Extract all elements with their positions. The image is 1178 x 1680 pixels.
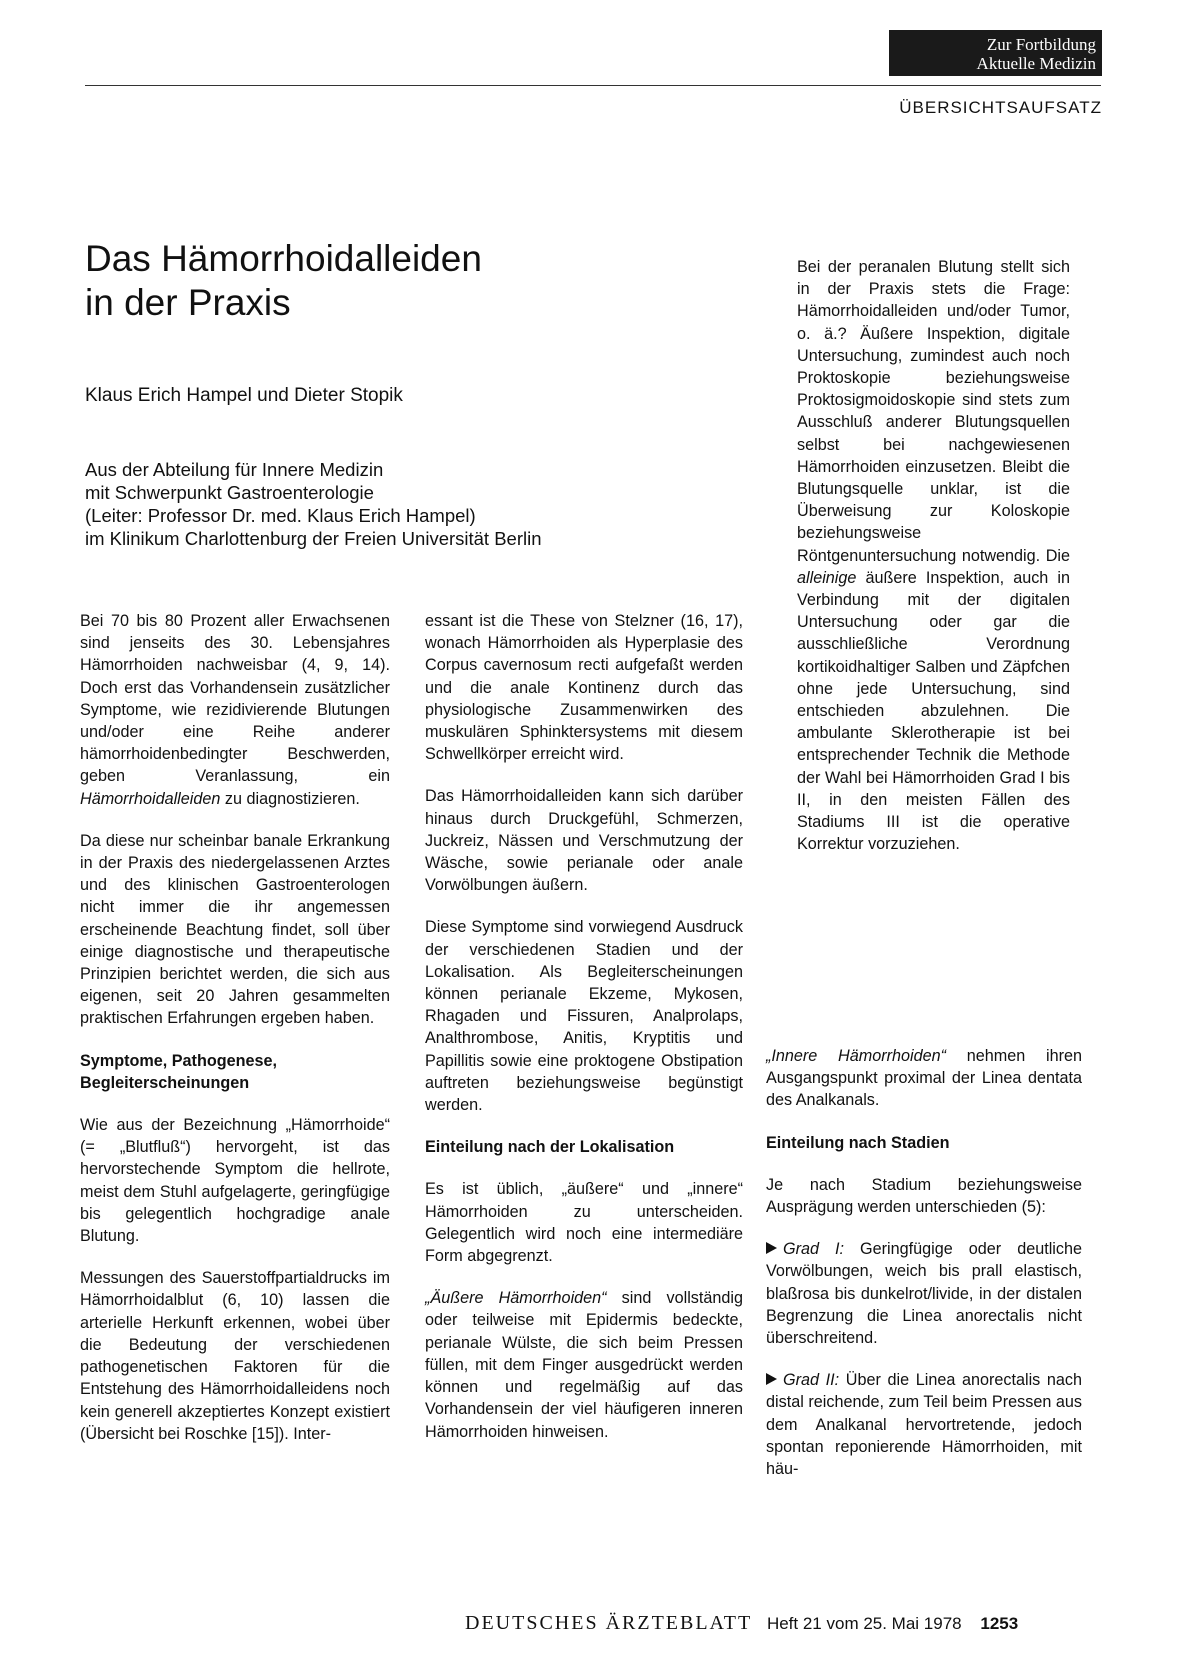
text-run: Über die Linea anorectalis nach distal reichende, zum Teil beim Pressen aus dem Analkanal hervortretende, jedoch spontan reponierende Hämorrhoiden, mit häu- [766, 1371, 1082, 1479]
page-footer [465, 1612, 1018, 1635]
affiliation-line: mit Schwerpunkt Gastroenterologie [85, 482, 374, 503]
emphasis: alleinige [797, 568, 857, 587]
column-1 [80, 610, 390, 1465]
title-line-1: Das Hämorrhoidalleiden [85, 238, 482, 279]
text-run: erreicht wird. [526, 745, 624, 764]
triangle-bullet-icon [766, 1242, 777, 1254]
column-4 [766, 1045, 1082, 1500]
title-line-2: in der Praxis [85, 282, 291, 323]
text-run: zu diagnostizieren. [220, 789, 360, 808]
section-badge [889, 30, 1102, 76]
paragraph: Es ist üblich, „äußere“ und „innere“ Hämorrhoiden zu unterscheiden. Gelegentlich wird noch eine intermediäre Form abgegrenzt. [425, 1180, 743, 1266]
emphasis: „Innere Hämorrhoiden“ [766, 1047, 946, 1065]
text-run: sind vollständig oder teilweise mit Epidermis bedeckte, perianale Wülste, die sich beim Pressen füllen, mit dem Finger ausgedrückt werden können und regelmäßig auf das Vorhandensein der viel häufigeren inneren Hämorrhoiden hinweisen. [425, 1289, 743, 1441]
column-2 [425, 610, 743, 1463]
text-run: essant ist die These von Stelzner (16, 17), wonach Hämorrhoiden als Hyperplasie des Corpus cavernosum recti aufgefaßt werden und die anale Kontinenz durch das physiologische Zusammenwirken des muskulären Sphinktersystems mit diesem [425, 612, 743, 742]
header-rule [85, 85, 1101, 86]
grade-item [766, 1369, 1082, 1480]
paragraph: Messungen des Sauerstoffpartialdrucks im Hämorrhoidalblut (6, 10) lassen die arterielle Herkunft erkennen, wobei über die Bedeutung der verschiedenen pathogenetischen Faktoren für die Entstehung des Hämorrhoidalleidens noch kein generell akzeptiertes Konzept existiert (Übersicht bei Roschke [15]). Inter- [80, 1269, 390, 1443]
affiliation-line: Aus der Abteilung für Innere Medizin [85, 459, 384, 480]
emphasis: Hämorrhoidalleiden [80, 789, 221, 808]
paragraph: Diese Symptome sind vorwiegend Ausdruck der verschiedenen Stadien und der Lokalisation. Als Begleiterscheinungen können perianale Ekzeme, Mykosen, Rhagaden und Fissuren, Analprolaps, Analthrombose, Anitis, Kryptitis und Papillitis sowie eine proktogene Obstipation auftreten beziehungsweise begünstigt werden. [425, 918, 743, 1115]
section-heading: Symptome, Pathogenese, Begleiterscheinungen [80, 1051, 278, 1092]
paragraph: Wie aus der Bezeichnung „Hämorrhoide“ (= „Blutfluß“) hervorgeht, ist das hervorstechende Symptom die hellrote, meist dem Stuhl aufgelagerte, geringfügige bis gelegentlich hochgradige anale Blutung. [80, 1116, 390, 1246]
journal-name: DEUTSCHES ÄRZTEBLATT [465, 1612, 753, 1634]
paragraph: Das Hämorrhoidalleiden kann sich darüber hinaus durch Druckgefühl, Schmerzen, Juckreiz, Nässen und Verschmutzung der Wäsche, sowie perianale oder anale Vorwölbungen äußern. [425, 787, 743, 895]
section-label: ÜBERSICHTSAUFSATZ [899, 98, 1102, 117]
text-run: Schwellkörper [425, 745, 527, 764]
authors: Klaus Erich Hampel und Dieter Stopik [85, 385, 403, 406]
affiliation [85, 458, 542, 550]
affiliation-line: (Leiter: Professor Dr. med. Klaus Erich Hampel) [85, 505, 476, 526]
badge-line-2: Aktuelle Medizin [976, 54, 1096, 73]
affiliation-line: im Klinikum Charlottenburg der Freien Universität Berlin [85, 528, 542, 549]
text-run: nehmen ihren Ausgangspunkt proximal der Linea dentata des Analkanals. [766, 1047, 1082, 1110]
paragraph [425, 610, 743, 765]
badge-line-1: Zur Fortbildung [986, 35, 1096, 54]
paragraph [425, 1287, 743, 1442]
grade-label: Grad II: [783, 1371, 840, 1390]
grade-item [766, 1238, 1082, 1349]
paragraph [766, 1045, 1082, 1112]
issue-info: Heft 21 vom 25. Mai 1978 [766, 1614, 962, 1633]
paragraph [797, 256, 1070, 855]
paragraph: Je nach Stadium beziehungsweise Ausprägung werden unterschieden (5): [766, 1175, 1082, 1217]
text-run: äußere Inspektion, auch in Verbindung mit der digitalen Untersuchung oder gar die ausschließliche Verordnung kortikoidhaltiger Salben und Zäpfchen ohne jede Untersuchung, sind entschieden abzulehnen. Die ambulante Sklerotherapie ist bei entsprechender Technik die Methode der Wahl bei Hämorrhoiden Grad I bis II, in den meisten Fällen des Stadiums III ist die operative Korrektur vorzuziehen. [797, 568, 1070, 854]
page-number: 1253 [980, 1614, 1019, 1633]
section-heading: Einteilung nach der Lokalisation [425, 1138, 675, 1157]
triangle-bullet-icon [766, 1373, 777, 1385]
grade-label: Grad I: [783, 1240, 845, 1259]
text-run: Bei der peranalen Blutung stellt sich in der Praxis stets die Frage: Hämorrhoidalleiden und/oder Tumor, o. ä.? Äußere Inspektion, digitale Untersuchung, zumindest auch noch Proktoskopie beziehungsweise Proktosigmoidoskopie sind stets zum Ausschluß anderer Blutungsquellen selbst bei nachgewiesenen Hämorrhoiden einzusetzen. Bleibt die Blutungsquelle unklar, ist die Überweisung zur Koloskopie beziehungsweise Röntgenuntersuchung notwendig. Die [797, 258, 1070, 565]
section-heading: Einteilung nach Stadien [766, 1133, 950, 1152]
text-run: Bei 70 bis 80 Prozent aller Erwachsenen sind jenseits des 30. Lebensjahres Hämorrhoiden nachweisbar (4, 9, 14). Doch erst das Vorhandensein zusätzlicher Symptome, wie rezidivierende Blutungen und/oder eine Reihe anderer hämorrhoidenbedingter Beschwerden, geben Veranlassung, ein [80, 612, 390, 786]
column-3 [797, 256, 1070, 875]
paragraph [80, 610, 390, 810]
text-run: Geringfügige oder deutliche Vorwölbungen, weich bis prall elastisch, blaßrosa bis dunkelrot/livide, in der distalen Begrenzung die Linea anorectalis nicht überschreitend. [766, 1240, 1082, 1348]
emphasis: „Äußere Hämorrhoiden“ [425, 1289, 607, 1308]
article-title [85, 237, 482, 325]
paragraph: Da diese nur scheinbar banale Erkrankung in der Praxis des niedergelassenen Arztes und des klinischen Gastroenterologen nicht immer die ihr angemessen erscheinende Beachtung findet, soll über einige diagnostische und therapeutische Prinzipien berichtet werden, die sich aus eigenen, seit 20 Jahren gesammelten praktischen Erfahrungen ergeben haben. [80, 831, 390, 1028]
